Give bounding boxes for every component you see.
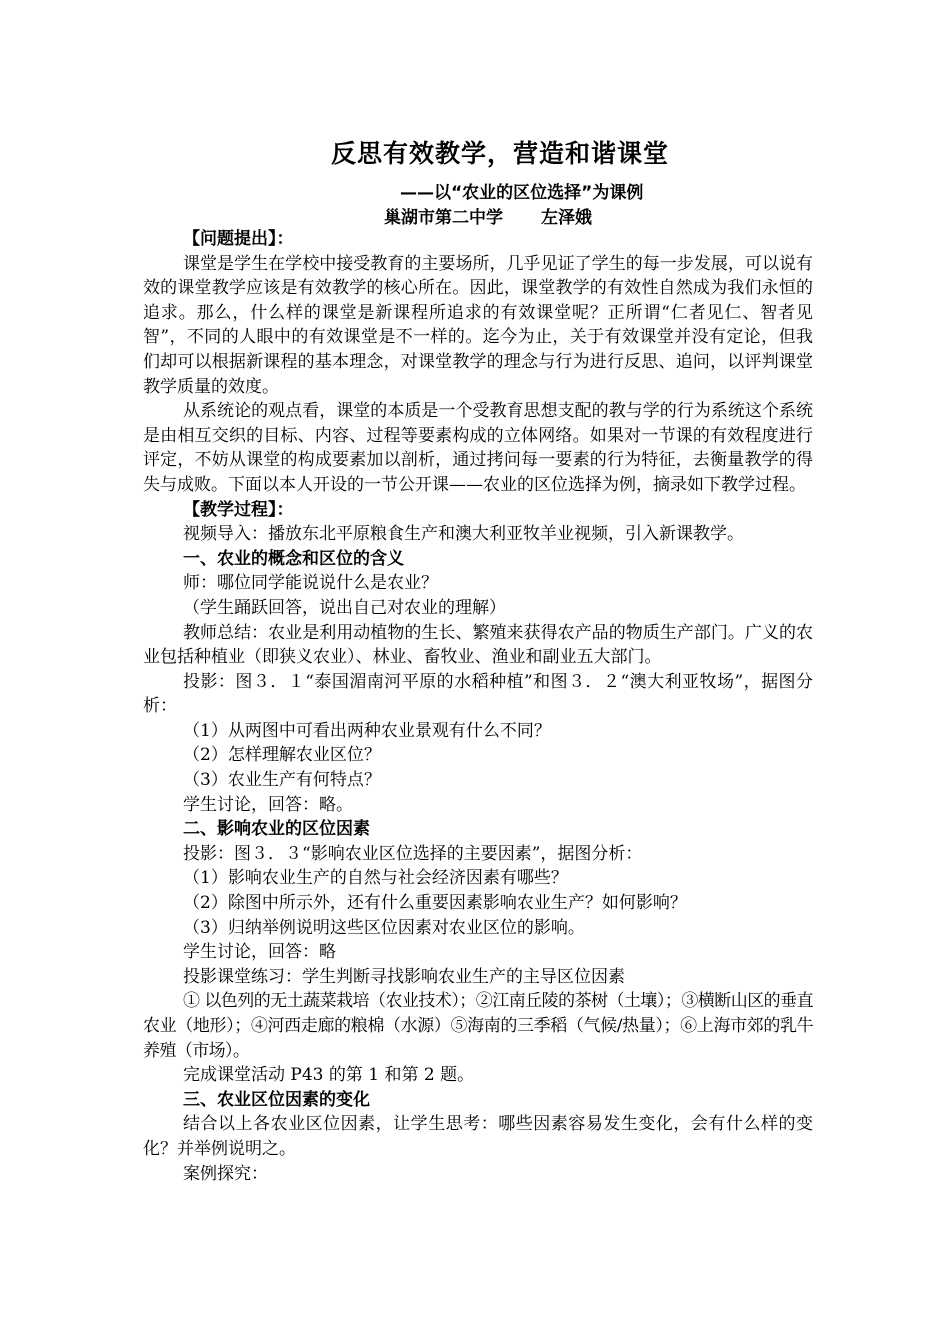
- paragraph: 投影：图３．３“影响农业区位选择的主要因素”，据图分析：: [183, 843, 643, 864]
- section-heading: 二、影响农业的区位因素: [183, 819, 370, 840]
- paragraph: （学生踊跃回答，说出自己对农业的理解）: [183, 597, 506, 618]
- author-school: 巢湖市第二中学: [384, 208, 503, 228]
- paragraph: 从系统论的观点看，课堂的本质是一个受教育思想支配的教与学的行为系统这个系统是由相互交织的目标、内容、过程等要素构成的立体网络。如果对一节课的有效程度进行评定，不妨从课堂的构成要素加以剖析，通过拷问每一要素的行为特征，去衡量教学的得失与成败。下面以本人开设的一节公开课——农业的区位选择为例，摘录如下教学过程。: [143, 401, 813, 495]
- paragraph: 学生讨论，回答：略: [183, 942, 336, 963]
- paragraph: （3）归纳举例说明这些区位因素对农业区位的影响。: [183, 917, 585, 938]
- paragraph: （2）除图中所示外，还有什么重要因素影响农业生产？如何影响？: [183, 893, 687, 914]
- paragraph: ① 以色列的无土蔬菜栽培（农业技术）；②江南丘陵的茶树（土壤）；③横断山区的垂直农业（地形）；④河西走廊的粮棉（水源）⑤海南的三季稻（气候/热量）；⑥上海市郊的乳牛养殖（市场）。: [143, 991, 813, 1061]
- paragraph: 案例探究：: [183, 1163, 268, 1184]
- paragraph: 完成课堂活动 P43 的第 1 和第 2 题。: [183, 1065, 475, 1086]
- paragraph: 视频导入：播放东北平原粮食生产和澳大利亚牧羊业视频，引入新课教学。: [183, 524, 744, 545]
- paragraph: 师：哪位同学能说说什么是农业？: [183, 573, 438, 594]
- paragraph: （1）从两图中可看出两种农业景观有什么不同？: [183, 720, 551, 741]
- section-heading: 【教学过程】：: [183, 499, 294, 520]
- section-heading: 三、农业区位因素的变化: [183, 1089, 370, 1110]
- paragraph: （1）影响农业生产的自然与社会经济因素有哪些？: [183, 868, 568, 889]
- author-name: 左泽娥: [541, 208, 592, 228]
- document-body: [143, 227, 813, 1186]
- paragraph: 学生讨论，回答：略。: [183, 794, 353, 815]
- paragraph: 投影：图３．１“泰国湄南河平原的水稻种植”和图３．２“澳大利亚牧场”，据图分析：: [143, 671, 813, 717]
- paragraph: 教师总结：农业是利用动植物的生长、繁殖来获得农产品的物质生产部门。广义的农业包括种植业（即狭义农业）、林业、畜牧业、渔业和副业五大部门。: [143, 622, 813, 668]
- document-title: 反思有效教学，营造和谐课堂: [330, 139, 669, 168]
- paragraph: 投影课堂练习：学生判断寻找影响农业生产的主导区位因素: [183, 966, 625, 987]
- document-subtitle: ——以“农业的区位选择”为课例: [400, 183, 644, 203]
- section-heading: 【问题提出】：: [183, 229, 294, 249]
- paragraph: （3）农业生产有何特点？: [183, 770, 381, 791]
- paragraph: 结合以上各农业区位因素，让学生思考：哪些因素容易发生变化，会有什么样的变化？并举例说明之。: [143, 1114, 813, 1159]
- paragraph: 课堂是学生在学校中接受教育的主要场所，几乎见证了学生的每一步发展，可以说有效的课堂教学应该是有效教学的核心所在。因此，课堂教学的有效性自然成为我们永恒的追求。那么，什么样的课堂是新课程所追求的有效课堂呢？正所谓“仁者见仁、智者见智”，不同的人眼中的有效课堂是不一样的。迄今为止，关于有效课堂并没有定论，但我们却可以根据新课程的基本理念，对课堂教学的理念与行为进行反思、追问，以评判课堂教学质量的效度。: [143, 253, 813, 397]
- paragraph: （2）怎样理解农业区位？: [183, 745, 381, 766]
- author-line: [384, 203, 592, 228]
- section-heading: 一、农业的概念和区位的含义: [183, 548, 404, 569]
